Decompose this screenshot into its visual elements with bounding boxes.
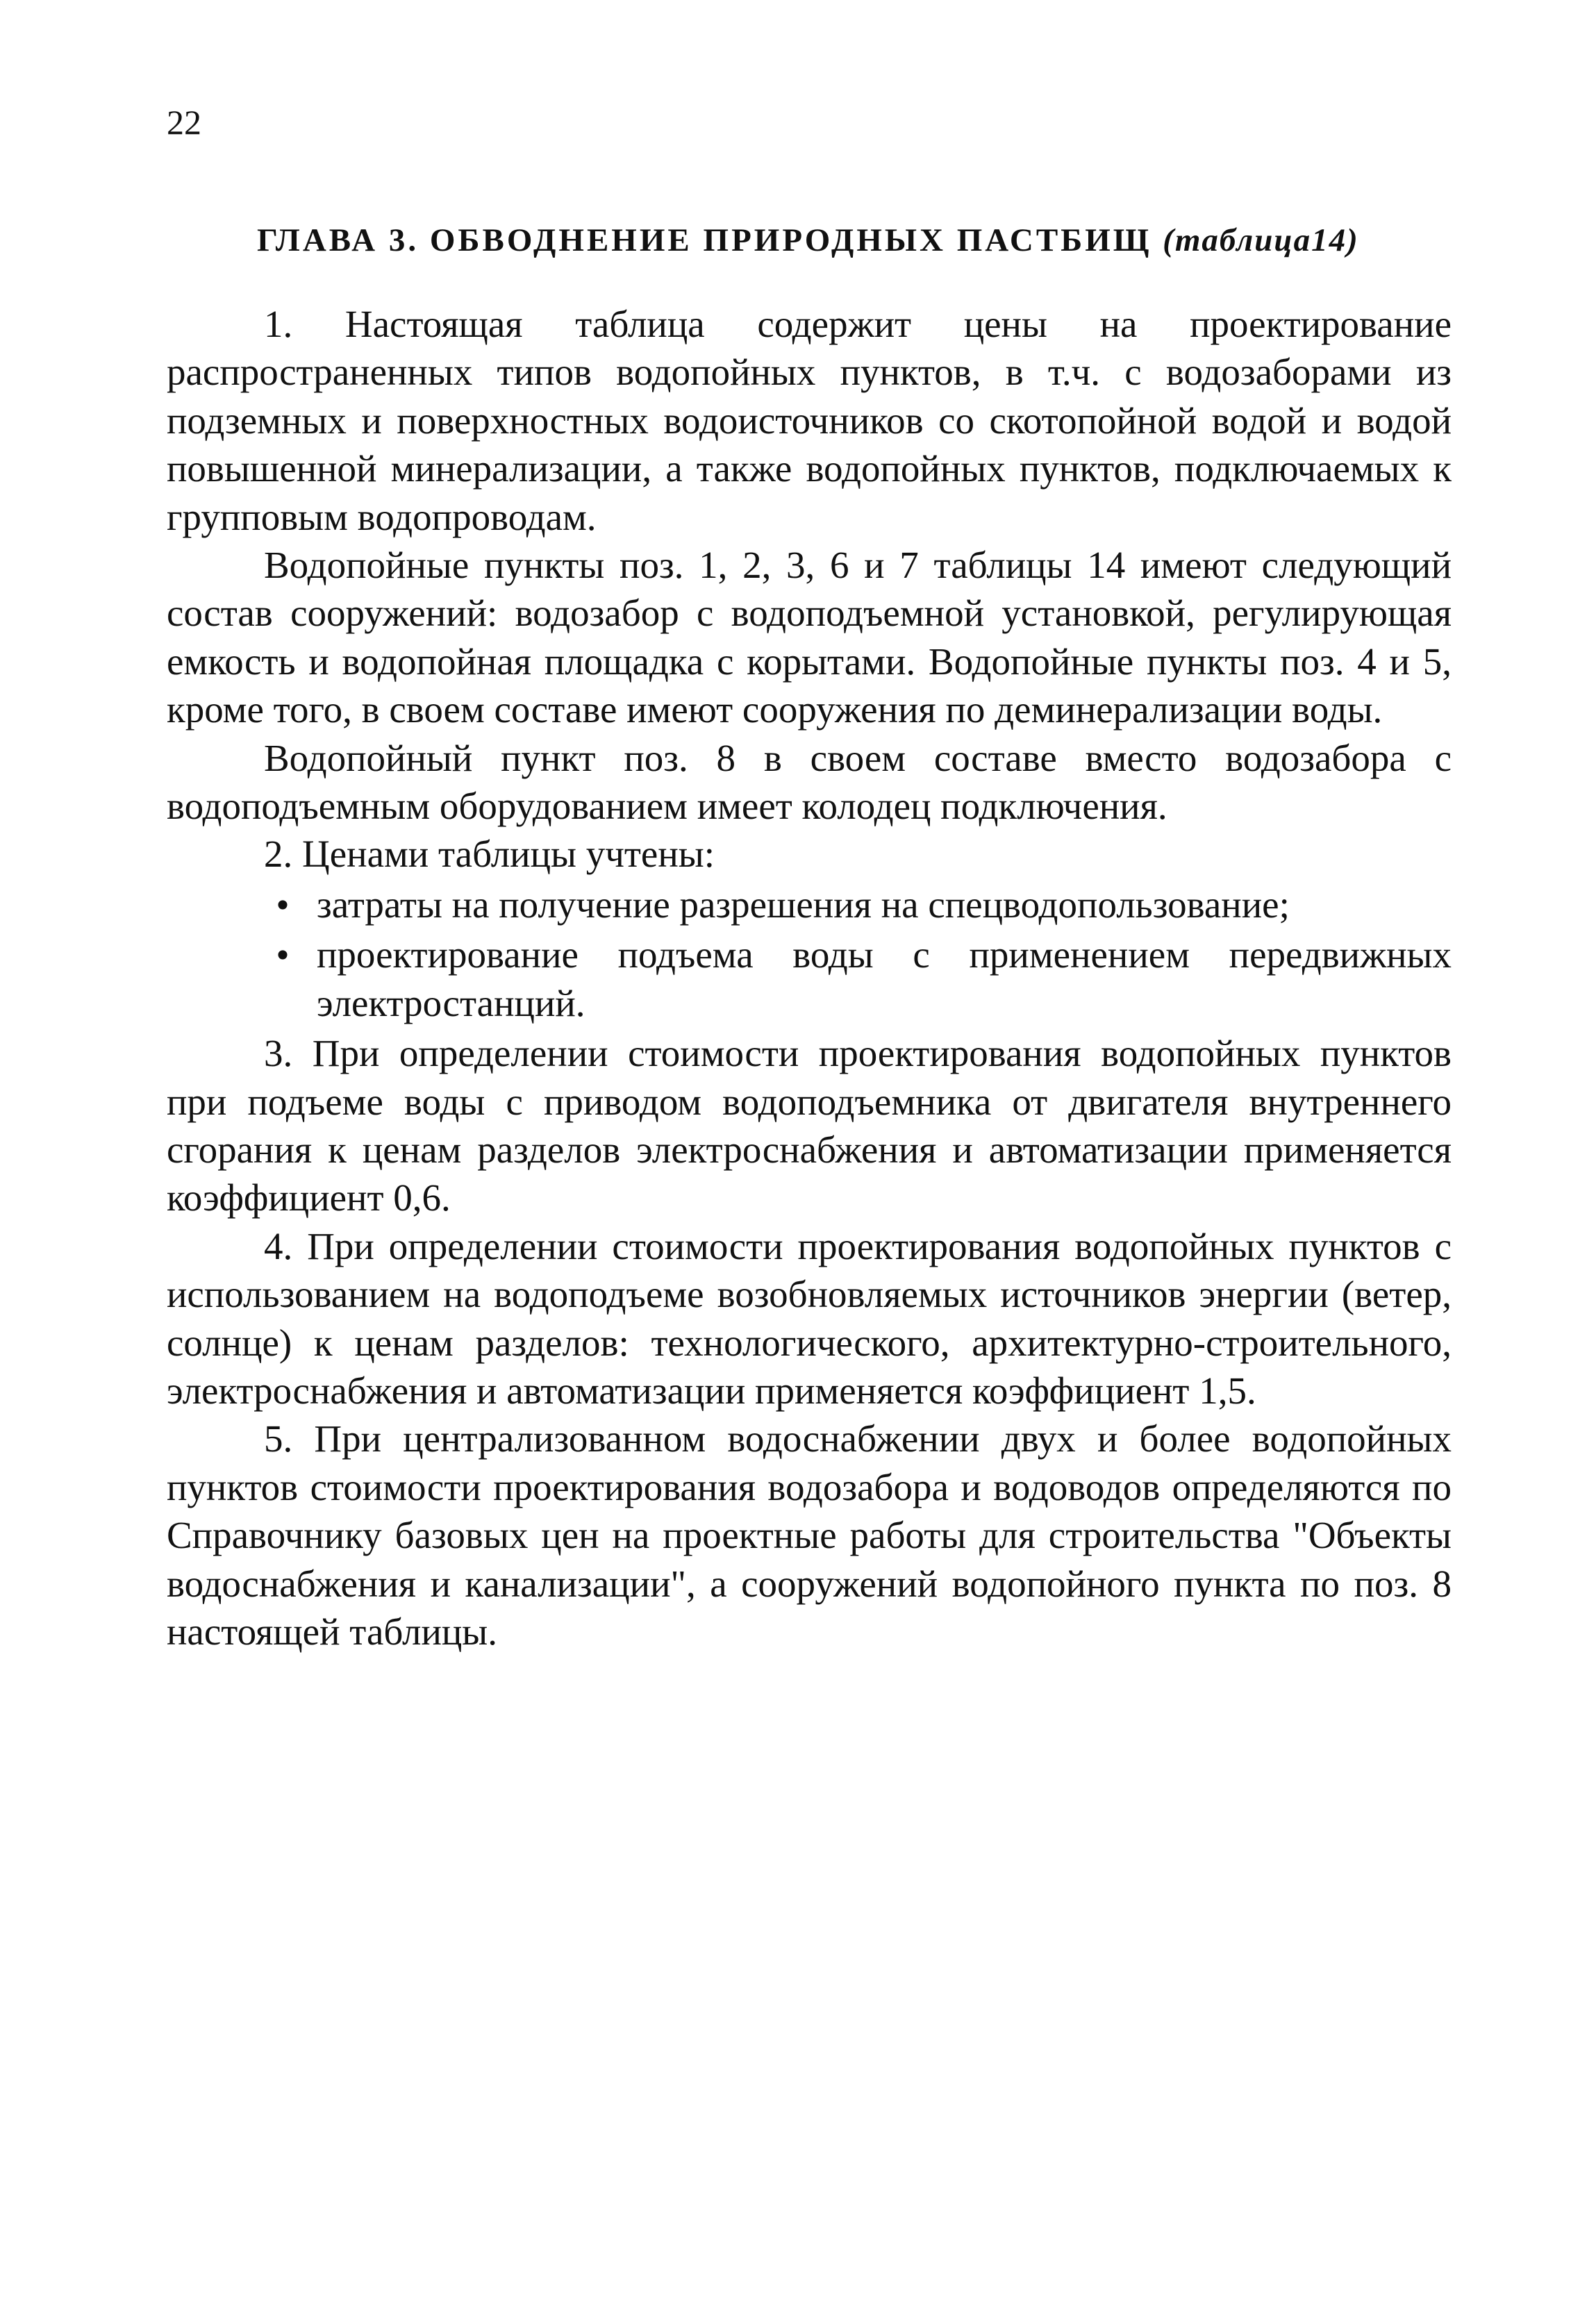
paragraph-water-points-composition: Водопойные пункты поз. 1, 2, 3, 6 и 7 таблицы 14 имеют следующий состав сооружений: водозабор с водоподъемной установкой, регулирующая емкость и водопойная площадка с корытами. Водопойные пункты поз. 4 и 5, кроме того, в своем составе имеют сооружения по деминерализации воды. xyxy=(167,544,1452,731)
paragraph-3: 3. При определении стоимости проектирования водопойных пунктов при подъеме воды с приводом водоподъемника от двигателя внутреннего сгорания к ценам разделов электроснабжения и автоматизации применяется коэффициент 0,6. xyxy=(167,1032,1452,1219)
chapter-title-text: ГЛАВА 3. ОБВОДНЕНИЕ ПРИРОДНЫХ ПАСТБИЩ xyxy=(257,222,1152,258)
list-item xyxy=(167,931,1452,1027)
page-number: 22 xyxy=(167,103,201,142)
list-item xyxy=(167,881,1452,928)
included-costs-list xyxy=(167,881,1452,1027)
bullet-icon: • xyxy=(276,883,290,926)
paragraph-2: 2. Ценами таблицы учтены: xyxy=(264,833,715,876)
list-item-text: затраты на получение разрешения на спецводопользование; xyxy=(317,883,1290,926)
body-text xyxy=(167,300,1452,1656)
paragraph-4: 4. При определении стоимости проектирования водопойных пунктов с использованием на водоподъеме возобновляемых источников энергии (ветер, солнце) к ценам разделов: технологического, архитектурно-строительного, электроснабжения и автоматизации применяется коэффициент 1,5. xyxy=(167,1224,1452,1412)
list-item-text: проектирование подъема воды с применением передвижных электростанций. xyxy=(317,933,1452,1024)
chapter-title xyxy=(257,219,1359,261)
paragraph-water-point-8: Водопойный пункт поз. 8 в своем составе вместо водозабора с водоподъемным оборудованием имеет колодец подключения. xyxy=(167,736,1452,828)
paragraph-5: 5. При централизованном водоснабжении двух и более водопойных пунктов стоимости проектирования водозабора и водоводов определяются по Справочнику базовых цен на проектные работы для строительства "Объекты водоснабжения и канализации", а сооружений водопойного пункта по поз. 8 настоящей таблицы. xyxy=(167,1417,1452,1653)
chapter-table-reference: (таблица14) xyxy=(1163,222,1359,258)
bullet-icon: • xyxy=(276,933,290,976)
paragraph-1: 1. Настоящая таблица содержит цены на проектирование распространенных типов водопойных пунктов, в т.ч. с водозаборами из подземных и поверхностных водоисточников со скотопойной водой и водой повышенной минерализации, а также водопойных пунктов, подключаемых к групповым водопроводам. xyxy=(167,303,1452,538)
